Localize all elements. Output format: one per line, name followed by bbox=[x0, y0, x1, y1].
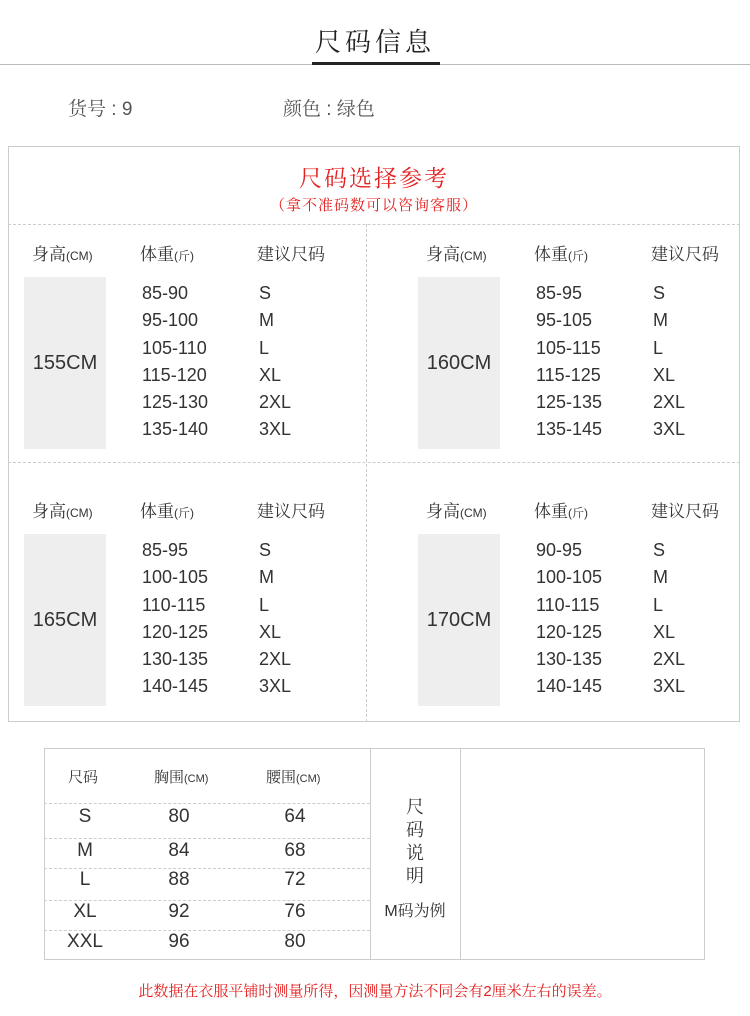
height-block: 160CM bbox=[418, 277, 500, 449]
col-header-weight-text: 体重 bbox=[140, 502, 174, 521]
size-guide-title: 尺码选择参考 bbox=[299, 165, 449, 191]
table-cell-chest: 92 bbox=[168, 901, 190, 922]
weight-range: 85-95 bbox=[142, 540, 189, 560]
table-divider-blank bbox=[460, 748, 461, 960]
col-header-size: 建议尺码 bbox=[651, 245, 719, 264]
suggested-size: L bbox=[259, 594, 270, 615]
table-cell-chest: 96 bbox=[168, 931, 190, 952]
size-note-label bbox=[370, 796, 460, 888]
weight-range: 125-135 bbox=[536, 392, 603, 413]
unit-cm: (CM) bbox=[460, 249, 487, 263]
header-waist: 腰围(CM) bbox=[266, 769, 321, 786]
weight-range: 115-125 bbox=[536, 364, 601, 385]
weight-range: 105-110 bbox=[142, 337, 207, 358]
table-cell-waist: 80 bbox=[284, 931, 306, 952]
weight-column bbox=[536, 537, 602, 701]
suggested-size: XL bbox=[653, 621, 676, 642]
suggested-size: 3XL bbox=[653, 676, 686, 697]
unit-jin: (斤) bbox=[174, 249, 194, 263]
size-column bbox=[259, 280, 291, 444]
height-block: 155CM bbox=[24, 277, 106, 449]
size-guide-subtitle: （拿不准码数可以咨询客服） bbox=[269, 197, 478, 214]
col-header-weight-text: 体重 bbox=[534, 502, 568, 521]
weight-range: 135-140 bbox=[142, 419, 209, 440]
item-number: 货号 : 9 bbox=[68, 99, 133, 120]
col-header-height bbox=[426, 240, 487, 265]
table-cell-size: M bbox=[77, 840, 93, 861]
size-note-example: M码为例 bbox=[384, 903, 446, 920]
weight-column bbox=[142, 280, 208, 444]
weight-range: 100-105 bbox=[142, 567, 209, 588]
suggested-size: 2XL bbox=[259, 649, 292, 670]
weight-range: 120-125 bbox=[536, 621, 603, 642]
table-row-divider bbox=[44, 838, 370, 839]
title-underline bbox=[312, 62, 440, 65]
col-header-weight bbox=[140, 497, 194, 522]
weight-range: 140-145 bbox=[536, 676, 603, 697]
table-cell-size: L bbox=[79, 869, 91, 890]
suggested-size: S bbox=[259, 540, 272, 560]
suggested-size: 2XL bbox=[259, 392, 292, 413]
weight-range: 125-130 bbox=[142, 392, 209, 413]
suggested-size: S bbox=[259, 283, 272, 303]
height-block: 170CM bbox=[418, 534, 500, 706]
suggested-size: 2XL bbox=[653, 649, 686, 670]
suggested-size: S bbox=[653, 540, 666, 560]
weight-range: 100-105 bbox=[536, 567, 603, 588]
suggested-size: XL bbox=[653, 364, 676, 385]
measurement-disclaimer: 此数据在衣服平铺时测量所得，因测量方法不同会有2厘米左右的误差。 bbox=[138, 983, 612, 1000]
size-note-text: 尺 码 说 明 bbox=[406, 797, 424, 886]
table-cell-size: S bbox=[78, 806, 92, 827]
table-cell-chest: 88 bbox=[168, 869, 190, 890]
unit-cm: (CM) bbox=[460, 506, 487, 520]
weight-range: 130-135 bbox=[536, 649, 603, 670]
weight-range: 95-105 bbox=[536, 310, 593, 331]
col-header-height-text: 身高 bbox=[426, 245, 460, 264]
table-cell-waist: 64 bbox=[284, 806, 306, 827]
header-chest: 胸围(CM) bbox=[154, 769, 209, 786]
suggested-size: S bbox=[653, 283, 666, 303]
table-cell-waist: 72 bbox=[284, 869, 306, 890]
suggested-size: M bbox=[259, 567, 274, 588]
col-header-height bbox=[32, 240, 93, 265]
guide-divider-top bbox=[8, 224, 740, 225]
col-header-weight-text: 体重 bbox=[140, 245, 174, 264]
weight-column bbox=[536, 280, 602, 444]
table-cell-chest: 80 bbox=[168, 806, 190, 827]
suggested-size: XL bbox=[259, 621, 282, 642]
suggested-size: 2XL bbox=[653, 392, 686, 413]
guide-divider-center bbox=[366, 224, 367, 722]
size-column bbox=[653, 280, 685, 444]
unit-jin: (斤) bbox=[568, 506, 588, 520]
table-cell-chest: 84 bbox=[168, 840, 190, 861]
col-header-height-text: 身高 bbox=[32, 502, 66, 521]
unit-jin: (斤) bbox=[568, 249, 588, 263]
weight-range: 120-125 bbox=[142, 621, 209, 642]
height-block: 165CM bbox=[24, 534, 106, 706]
guide-divider-middle bbox=[8, 462, 740, 463]
table-cell-size: XXL bbox=[67, 931, 103, 952]
suggested-size: L bbox=[259, 337, 270, 358]
size-column bbox=[653, 537, 685, 701]
page-title: 尺码信息 bbox=[314, 27, 435, 57]
col-header-size: 建议尺码 bbox=[651, 502, 719, 521]
col-header-height bbox=[32, 497, 93, 522]
col-header-weight bbox=[140, 240, 194, 265]
item-color: 颜色 : 绿色 bbox=[283, 99, 375, 120]
weight-range: 95-100 bbox=[142, 310, 199, 331]
suggested-size: 3XL bbox=[653, 419, 686, 440]
suggested-size: M bbox=[259, 310, 274, 331]
suggested-size: XL bbox=[259, 364, 282, 385]
table-row-divider bbox=[44, 803, 370, 804]
col-header-height-text: 身高 bbox=[32, 245, 66, 264]
weight-range: 110-115 bbox=[142, 594, 206, 615]
col-header-size: 建议尺码 bbox=[257, 245, 325, 264]
col-header-weight-text: 体重 bbox=[534, 245, 568, 264]
weight-range: 135-145 bbox=[536, 419, 603, 440]
col-header-height bbox=[426, 497, 487, 522]
suggested-size: L bbox=[653, 594, 664, 615]
suggested-size: M bbox=[653, 310, 668, 331]
size-guide-panel bbox=[8, 146, 740, 722]
weight-range: 140-145 bbox=[142, 676, 209, 697]
col-header-size: 建议尺码 bbox=[257, 502, 325, 521]
col-header-height-text: 身高 bbox=[426, 502, 460, 521]
suggested-size: L bbox=[653, 337, 664, 358]
col-header-weight bbox=[534, 497, 588, 522]
col-header-weight bbox=[534, 240, 588, 265]
weight-range: 115-120 bbox=[142, 364, 207, 385]
unit-jin: (斤) bbox=[174, 506, 194, 520]
header-size: 尺码 bbox=[68, 769, 99, 786]
table-cell-waist: 76 bbox=[284, 901, 306, 922]
table-cell-waist: 68 bbox=[284, 840, 306, 861]
weight-range: 105-115 bbox=[536, 337, 601, 358]
weight-column bbox=[142, 537, 208, 701]
size-column bbox=[259, 537, 291, 701]
unit-cm: (CM) bbox=[66, 249, 93, 263]
weight-range: 85-95 bbox=[536, 283, 583, 303]
unit-cm: (CM) bbox=[66, 506, 93, 520]
suggested-size: M bbox=[653, 567, 668, 588]
weight-range: 130-135 bbox=[142, 649, 209, 670]
table-cell-size: XL bbox=[73, 901, 97, 922]
suggested-size: 3XL bbox=[259, 419, 292, 440]
suggested-size: 3XL bbox=[259, 676, 292, 697]
weight-range: 90-95 bbox=[536, 540, 583, 560]
weight-range: 110-115 bbox=[536, 594, 600, 615]
weight-range: 85-90 bbox=[142, 283, 189, 303]
